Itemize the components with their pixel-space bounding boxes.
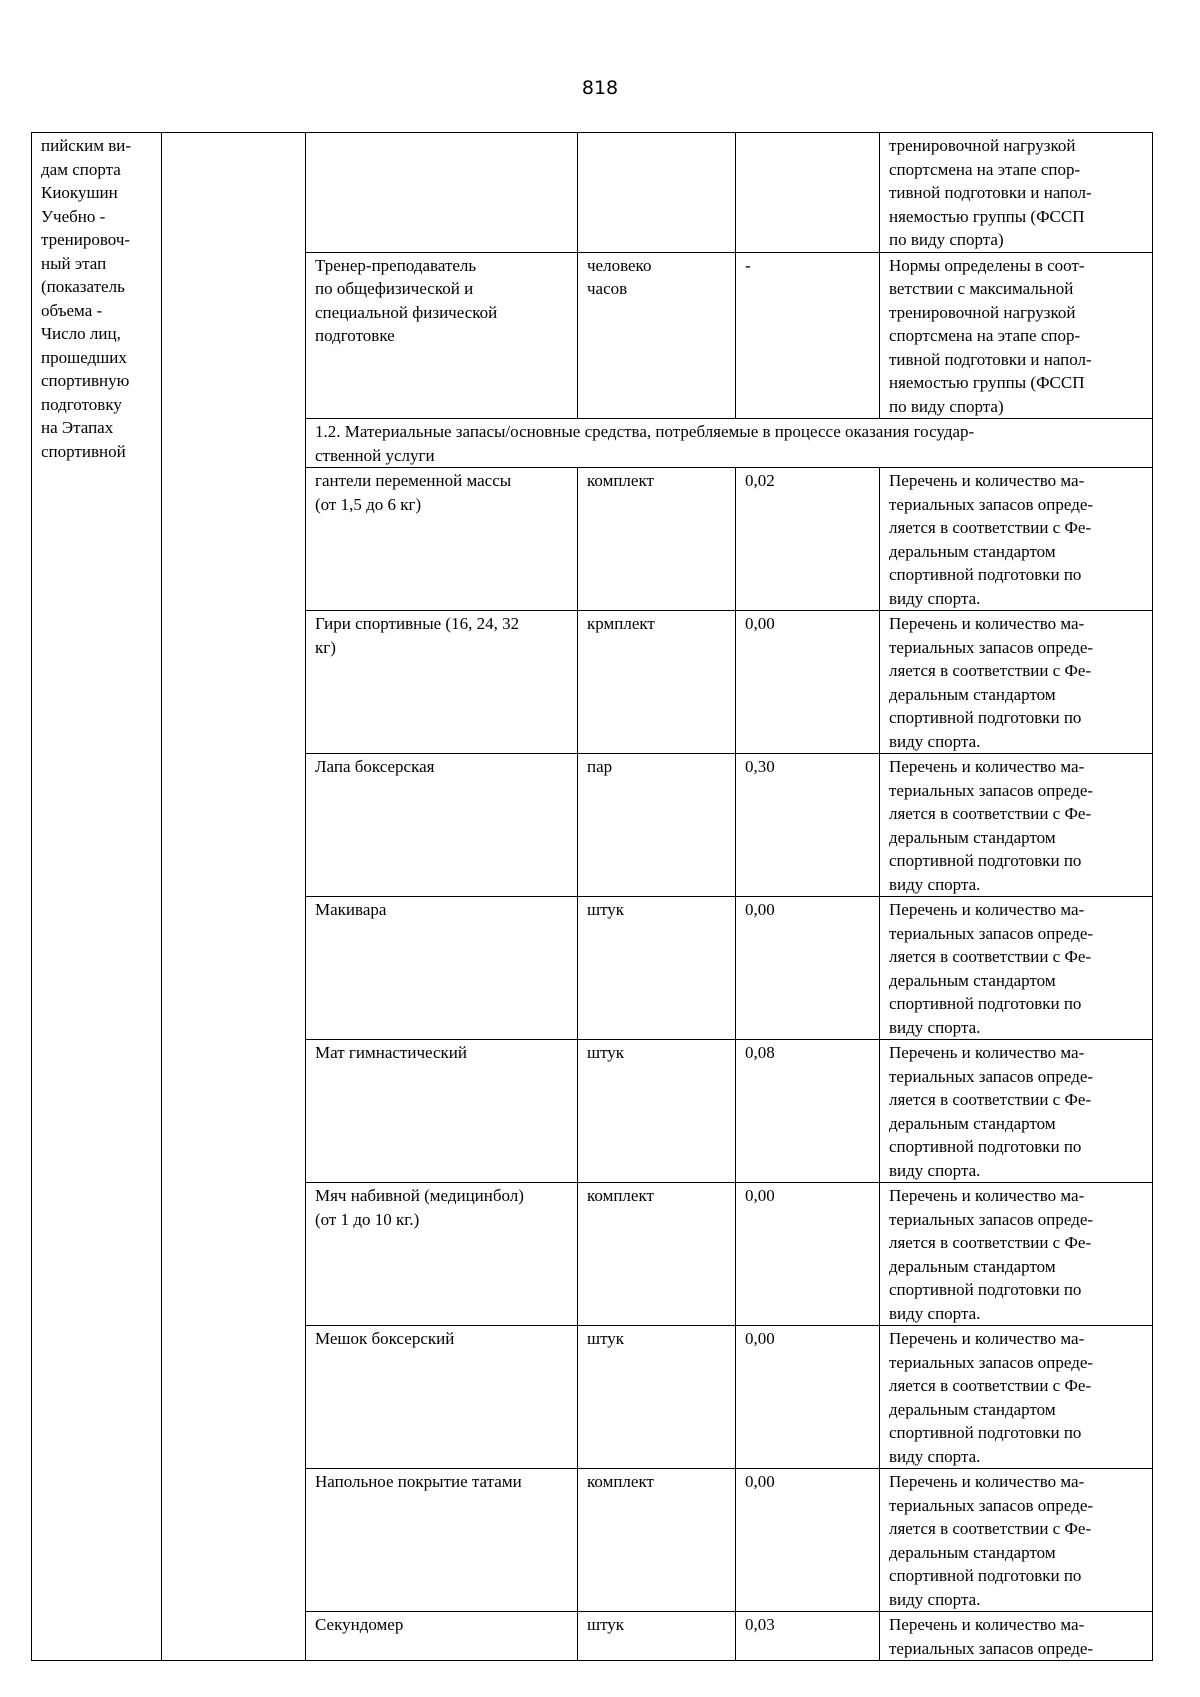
note-cell: Перечень и количество ма- териальных запасов опреде- ляется в соответствии с Фе- деральным стандартом спортивной подготовки по виду спорта. (880, 754, 1153, 897)
unit-cell: штук (578, 897, 736, 1040)
resource-name-cell: Тренер-преподаватель по общефизической и специальной физической подготовке (306, 252, 578, 419)
resource-name-cell: Лапа боксерская (306, 754, 578, 897)
unit-cell: штук (578, 1612, 736, 1661)
unit-cell: штук (578, 1040, 736, 1183)
resource-name-cell: Мат гимнастический (306, 1040, 578, 1183)
note-cell: Перечень и количество ма- териальных запасов опреде- (880, 1612, 1153, 1661)
note-cell: Перечень и количество ма- териальных запасов опреде- ляется в соответствии с Фе- деральным стандартом спортивной подготовки по виду спорта. (880, 1183, 1153, 1326)
value-cell: 0,02 (736, 468, 880, 611)
value-cell: 0,03 (736, 1612, 880, 1661)
service-name-text: пийским ви- дам спорта Киокушин Учебно - тренировоч- ный этап (показатель объема - Число лиц, прошедших спортивную подготовку на Этапах спортивной (41, 136, 131, 461)
service-name-cell (32, 133, 162, 1661)
unit-cell: комплект (578, 1183, 736, 1326)
unit-cell (578, 133, 736, 253)
resource-name-cell: Мешок боксерский (306, 1326, 578, 1469)
resource-name-cell (306, 133, 578, 253)
value-cell: 0,00 (736, 1469, 880, 1612)
resource-name-cell: Мяч набивной (медицинбол) (от 1 до 10 кг.) (306, 1183, 578, 1326)
page-number: 818 (581, 77, 619, 99)
resource-name-cell: Макивара (306, 897, 578, 1040)
value-cell: 0,08 (736, 1040, 880, 1183)
value-cell (736, 133, 880, 253)
note-cell: Перечень и количество ма- териальных запасов опреде- ляется в соответствии с Фе- деральным стандартом спортивной подготовки по виду спорта. (880, 468, 1153, 611)
value-cell: 0,30 (736, 754, 880, 897)
unit-cell: крмплект (578, 611, 736, 754)
resource-name-cell: Напольное покрытие татами (306, 1469, 578, 1612)
value-cell: - (736, 252, 880, 419)
resource-name-cell: Секундомер (306, 1612, 578, 1661)
unit-cell: штук (578, 1326, 736, 1469)
section-title-cell: 1.2. Материальные запасы/основные средства, потребляемые в процессе оказания государ- ственной услуги (306, 419, 1153, 468)
note-cell: Перечень и количество ма- териальных запасов опреде- ляется в соответствии с Фе- деральным стандартом спортивной подготовки по виду спорта. (880, 897, 1153, 1040)
note-cell: Перечень и количество ма- териальных запасов опреде- ляется в соответствии с Фе- деральным стандартом спортивной подготовки по виду спорта. (880, 1469, 1153, 1612)
value-cell: 0,00 (736, 611, 880, 754)
resource-name-cell: Гири спортивные (16, 24, 32 кг) (306, 611, 578, 754)
empty-column-cell (162, 133, 306, 1661)
note-cell: Перечень и количество ма- териальных запасов опреде- ляется в соответствии с Фе- деральным стандартом спортивной подготовки по виду спорта. (880, 1326, 1153, 1469)
unit-cell: комплект (578, 468, 736, 611)
value-cell: 0,00 (736, 1326, 880, 1469)
note-cell: Нормы определены в соот- ветствии с максимальной тренировочной нагрузкой спортсмена на этапе спор- тивной подготовки и напол- няемостью группы (ФССП по виду спорта) (880, 252, 1153, 419)
norms-table (31, 132, 1153, 1661)
unit-cell: комплект (578, 1469, 736, 1612)
note-cell: Перечень и количество ма- териальных запасов опреде- ляется в соответствии с Фе- деральным стандартом спортивной подготовки по виду спорта. (880, 1040, 1153, 1183)
unit-cell: человеко часов (578, 252, 736, 419)
note-cell: Перечень и количество ма- териальных запасов опреде- ляется в соответствии с Фе- деральным стандартом спортивной подготовки по виду спорта. (880, 611, 1153, 754)
value-cell: 0,00 (736, 897, 880, 1040)
value-cell: 0,00 (736, 1183, 880, 1326)
unit-cell: пар (578, 754, 736, 897)
resource-name-cell: гантели переменной массы (от 1,5 до 6 кг) (306, 468, 578, 611)
note-cell: тренировочной нагрузкой спортсмена на этапе спор- тивной подготовки и напол- няемостью группы (ФССП по виду спорта) (880, 133, 1153, 253)
table-row (32, 133, 1153, 253)
